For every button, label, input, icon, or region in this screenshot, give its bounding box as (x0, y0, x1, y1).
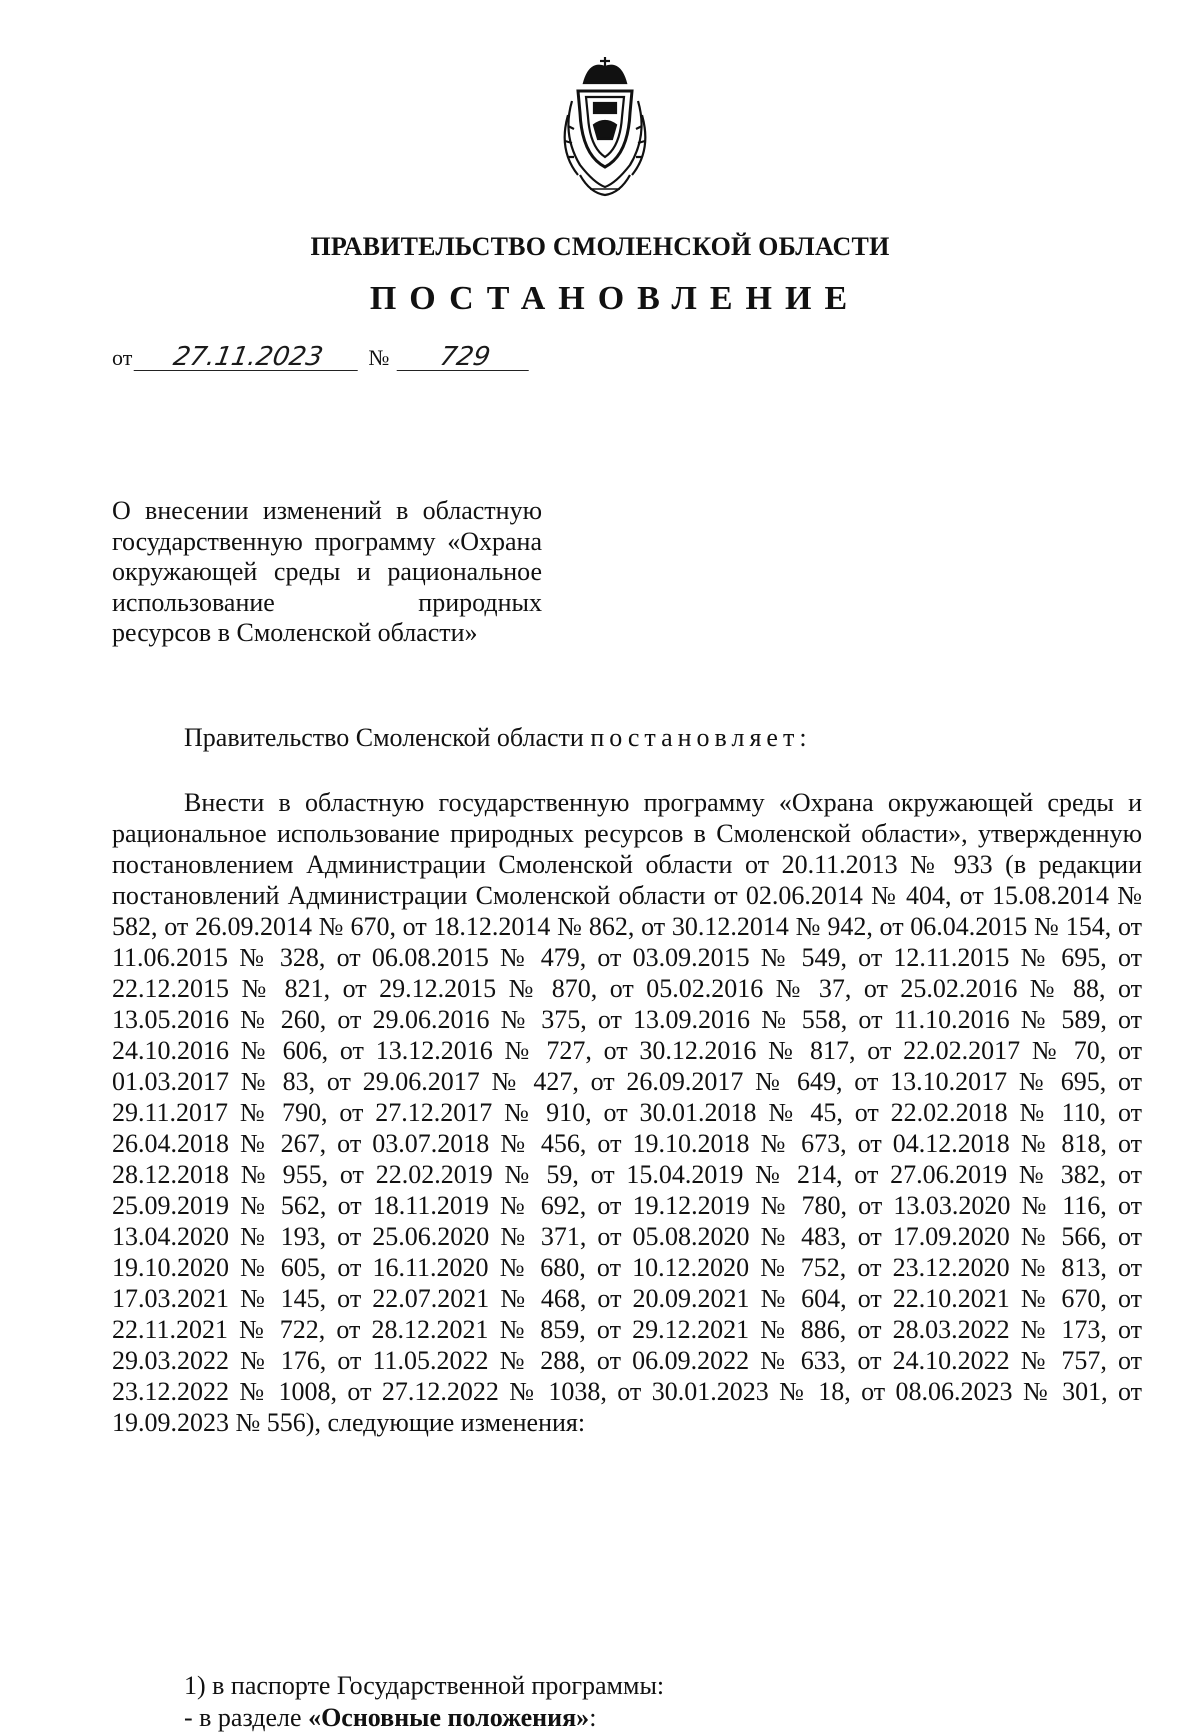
title-line: среды и рациональное (273, 557, 542, 586)
number-label: № (368, 345, 390, 370)
date-number-line (112, 344, 531, 371)
document-body (112, 787, 1142, 1438)
title-line: ресурсов в Смоленской области» (112, 618, 478, 647)
title-line: использование природных (112, 587, 542, 617)
item-suffix: : (589, 1703, 597, 1732)
handwritten-date: 27.11.2023 (134, 344, 363, 371)
item-prefix: - в разделе (184, 1703, 309, 1732)
document-title (112, 496, 542, 649)
resolution-prefix: Правительство Смоленской области (184, 723, 584, 752)
coat-of-arms-emblem (550, 55, 660, 205)
body-paragraph: Внести в областную государственную программу «Охрана окружающей среды и рациональное использование природных ресурсов в Смоленской области», утвержденную постановлением Администрации Смоленской области от 20.11.2013 № 933 (в редакции постановлений Администрации Смоленской области от 02.06.2014 № 404, от 15.08.2014 № 582, от 26.09.2014 № 670, от 18.12.2014 № 862, от 30.12.2014 № 942, от 06.04.2015 № 154, от 11.06.2015 № 328, от 06.08.2015 № 479, от 03.09.2015 № 549, от 12.11.2015 № 695, от 22.12.2015 № 821, от 29.12.2015 № 870, от 05.02.2016 № 37, от 25.02.2016 № 88, от 13.05.2016 № 260, от 29.06.2016 № 375, от 13.09.2016 № 558, от 11.10.2016 № 589, от 24.10.2016 № 606, от 13.12.2016 № 727, от 30.12.2016 № 817, от 22.02.2017 № 70, от 01.03.2017 № 83, от 29.06.2017 № 427, от 26.09.2017 № 649, от 13.10.2017 № 695, от 29.11.2017 № 790, от 27.12.2017 № 910, от 30.01.2018 № 45, от 22.02.2018 № 110, от 26.04.2018 № 267, от 03.07.2018 № 456, от 19.10.2018 № 673, от 04.12.2018 № 818, от 28.12.2018 № 955, от 22.02.2019 № 59, от 15.04.2019 № 214, от 27.06.2019 № 382, от 25.09.2019 № 562, от 18.11.2019 № 692, от 19.12.2019 № 780, от 13.03.2020 № 116, от 13.04.2020 № 193, от 25.06.2020 № 371, от 05.08.2020 № 483, от 17.09.2020 № 566, от 19.10.2020 № 605, от 16.11.2020 № 680, от 10.12.2020 № 752, от 23.12.2020 № 813, от 17.03.2021 № 145, от 22.07.2021 № 468, от 20.09.2021 № 604, от 22.10.2021 № 670, от 22.11.2021 № 722, от 28.12.2021 № 859, от 29.12.2021 № 886, от 28.03.2022 № 173, от 29.03.2022 № 176, от 11.05.2022 № 288, от 06.09.2022 № 633, от 24.10.2022 № 757, от 23.12.2022 № 1008, от 27.12.2022 № 1038, от 30.01.2023 № 18, от 08.06.2023 № 301, от 19.09.2023 № 556), следующие изменения: (112, 788, 1142, 1437)
section-name: «Основные положения» (308, 1703, 590, 1732)
handwritten-number: 729 (397, 344, 534, 371)
title-line: программу «Охрана окружающей (112, 526, 543, 586)
list-item: 1) в паспорте Государственной программы: (184, 1671, 665, 1700)
resolution-verb: постановляет: (590, 723, 812, 752)
title-line: областную государственную (112, 496, 543, 556)
document-type: ПОСТАНОВЛЕНИЕ (369, 280, 861, 317)
title-line: О внесении изменений в (112, 496, 409, 525)
list-item (184, 1703, 596, 1733)
organization-name: ПРАВИТЕЛЬСТВО СМОЛЕНСКОЙ ОБЛАСТИ (310, 232, 890, 261)
date-label: от (112, 345, 133, 370)
resolution-statement (184, 723, 812, 753)
